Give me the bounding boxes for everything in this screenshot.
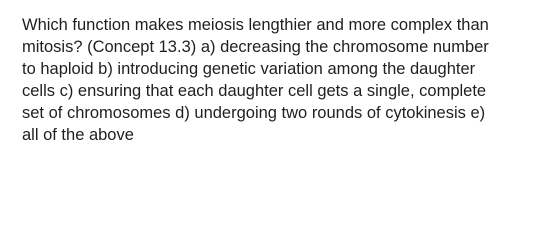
question-line: set of chromosomes d) undergoing two rounds of cytokinesis e) [22, 104, 486, 122]
question-line: cells c) ensuring that each daughter cell gets a single, complete [22, 82, 487, 100]
question-line: Which function makes meiosis lengthier and more complex than [22, 16, 489, 34]
question-text [22, 14, 552, 146]
question-line: to haploid b) introducing genetic variation among the daughter [22, 60, 476, 78]
question-line: mitosis? (Concept 13.3) a) decreasing the chromosome number [22, 38, 489, 56]
question-line: all of the above [22, 126, 134, 144]
